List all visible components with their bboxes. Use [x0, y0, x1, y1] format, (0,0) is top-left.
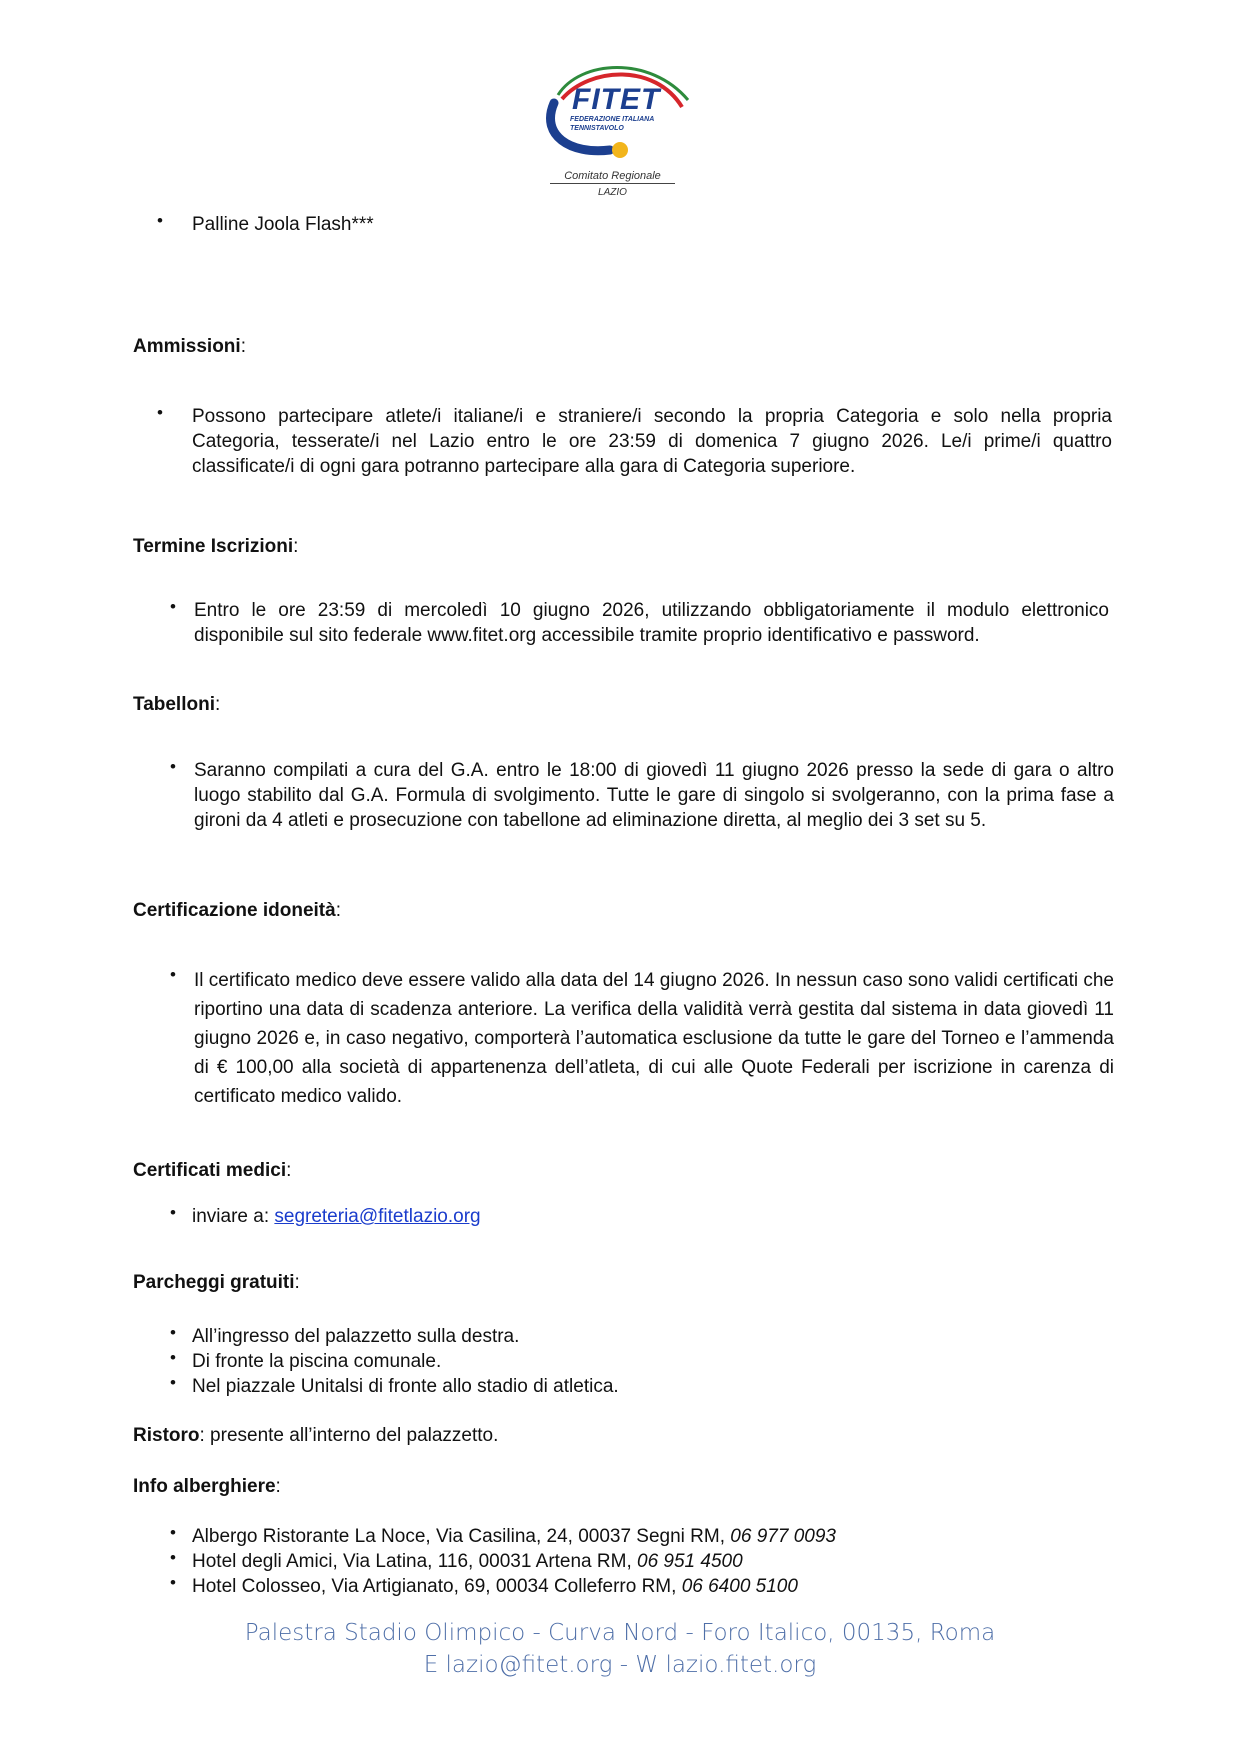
fitet-logo — [540, 55, 700, 205]
idoneita-heading: Certificazione idoneità: — [133, 900, 341, 921]
certificati-prefix: inviare a: — [192, 1206, 275, 1227]
logo-subtitle: FEDERAZIONE ITALIANA TENNISTAVOLO — [570, 116, 654, 132]
bullet-icon: • — [170, 1323, 176, 1342]
footer-address: Palestra Stadio Olimpico - Curva Nord - Foro Italico, 00135, Roma — [244, 1620, 996, 1646]
bullet-icon: • — [170, 597, 176, 616]
certificati-line — [192, 1204, 481, 1229]
bullet-icon: • — [170, 1573, 176, 1592]
hotel-phone: 06 977 0093 — [730, 1526, 836, 1547]
hotel-item: Albergo Ristorante La Noce, Via Casilina, 24, 00037 Segni RM, 06 977 0093 — [192, 1526, 836, 1547]
logo-region: Comitato Regionale — [550, 170, 675, 184]
bullet-icon: • — [170, 1348, 176, 1367]
logo-brand: FITET — [572, 83, 661, 116]
tabelloni-text: Saranno compilati a cura del G.A. entro le 18:00 di giovedì 11 giugno 2026 presso la sede di gara o altro luogo stabilito dal G.A. Formula di svolgimento. Tutte le gare di singolo si svolgeranno, con la prima fase a gironi da 4 atleti e prosecuzione con tabellone ad eliminazione diretta, al meglio dei 3 set su 5. — [194, 760, 1114, 831]
bullet-icon: • — [170, 1373, 176, 1392]
certificati-heading: Certificati medici: — [133, 1160, 292, 1181]
ristoro-text: : presente all’interno del palazzetto. — [199, 1425, 499, 1446]
hotel-phone: 06 951 4500 — [637, 1551, 743, 1572]
iscrizioni-heading: Termine Iscrizioni: — [133, 536, 299, 557]
hotel-item: Hotel Colosseo, Via Artigianato, 69, 00034 Colleferro RM, 06 6400 5100 — [192, 1576, 798, 1597]
footer-contacts: E lazio@fitet.org - W lazio.fitet.org — [423, 1652, 817, 1678]
hotel-item: Hotel degli Amici, Via Latina, 116, 00031 Artena RM, 06 951 4500 — [192, 1551, 743, 1572]
parcheggi-item: Di fronte la piscina comunale. — [192, 1351, 442, 1372]
bullet-icon: • — [157, 211, 163, 230]
parcheggi-item: All’ingresso del palazzetto sulla destra. — [192, 1326, 520, 1347]
bullet-icon: • — [170, 1548, 176, 1567]
email-link[interactable]: segreteria@fitetlazio.org — [274, 1206, 481, 1227]
ammissioni-heading: Ammissioni: — [133, 336, 246, 357]
tabelloni-heading: Tabelloni: — [133, 694, 221, 715]
parcheggi-item: Nel piazzale Unitalsi di fronte allo stadio di atletica. — [192, 1376, 619, 1397]
bullet-icon: • — [170, 965, 176, 984]
ammissioni-text: Possono partecipare atlete/i italiane/i e straniere/i secondo la propria Categoria e solo nella propria Categoria, tesserate/i nel Lazio entro le ore 23:59 di domenica 7 giugno 2026. Le/i prime/i quattro classificate/i di ogni gara potranno partecipare alla gara di Categoria superiore. — [192, 406, 1112, 477]
bullet-icon: • — [170, 1203, 176, 1222]
bullet-icon: • — [157, 403, 163, 422]
logo-region-name: LAZIO — [598, 187, 627, 198]
ristoro-line — [133, 1423, 498, 1448]
bullet-icon: • — [170, 1523, 176, 1542]
alberghi-heading: Info alberghiere: — [133, 1476, 281, 1497]
iscrizioni-text: Entro le ore 23:59 di mercoledì 10 giugno 2026, utilizzando obbligatoriamente il modulo elettronico disponibile sul sito federale www.fitet.org accessibile tramite proprio identificativo e password. — [194, 600, 1109, 646]
hotel-phone: 06 6400 5100 — [681, 1576, 798, 1597]
bullet-icon: • — [170, 757, 176, 776]
balls-text: Palline Joola Flash*** — [192, 214, 374, 235]
parcheggi-heading: Parcheggi gratuiti: — [133, 1272, 300, 1293]
ristoro-heading: Ristoro — [133, 1425, 200, 1446]
idoneita-text: Il certificato medico deve essere valido alla data del 14 giugno 2026. In nessun caso sono validi certificati che riportino una data di scadenza anteriore. La verifica della validità verrà gestita dal sistema in data giovedì 11 giugno 2026 e, in caso negativo, comporterà l’automatica esclusione da tutte le gare del Torneo e l’ammenda di € 100,00 alla società di appartenenza dell’atleta, di cui alle Quote Federali per iscrizione in carenza di certificato medico valido. — [194, 970, 1114, 1107]
